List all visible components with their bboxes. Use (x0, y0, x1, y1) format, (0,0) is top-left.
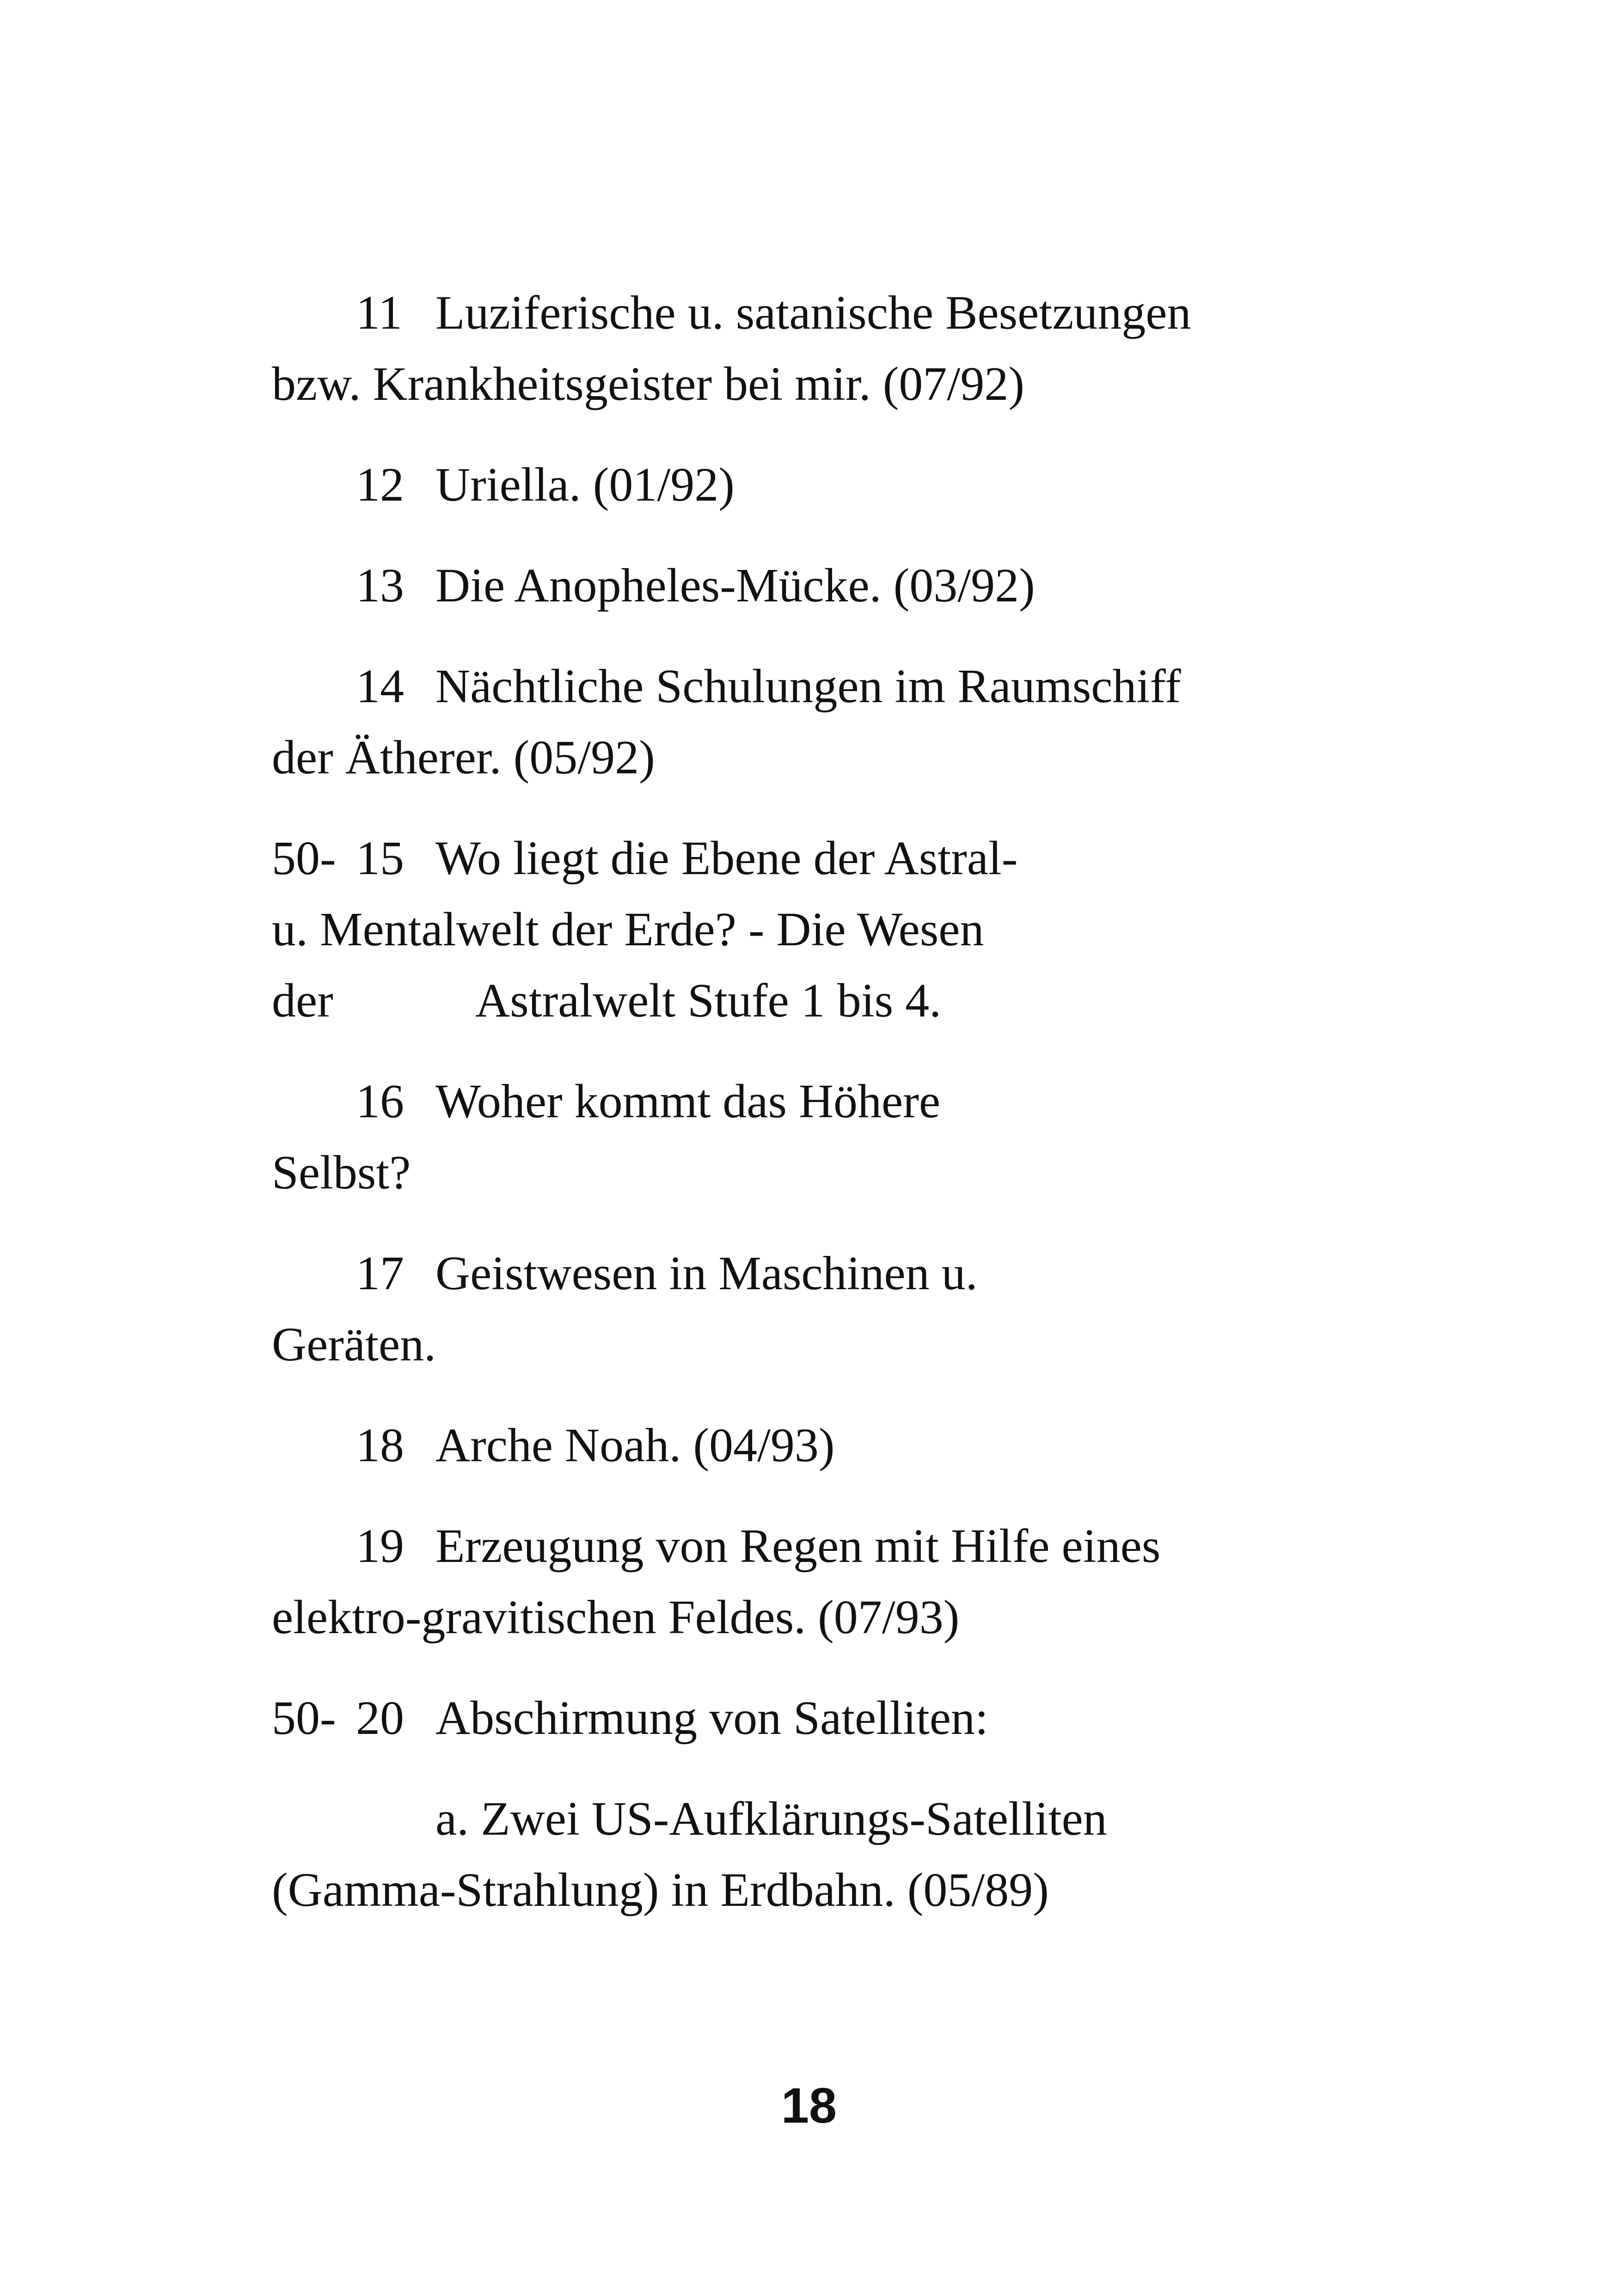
entry-text: der (272, 974, 333, 1027)
entry-text: Die Anopheles-Mücke. (03/92) (435, 559, 1035, 612)
entry-text: elektro-gravitischen Feldes. (07/93) (272, 1591, 960, 1644)
entry-number: 20 (356, 1691, 404, 1745)
entry-text: Woher kommt das Höhere (435, 1075, 940, 1128)
list-item (272, 277, 1344, 420)
entry-number: 17 (356, 1247, 404, 1300)
entry-text: Nächtliche Schulungen im Raumschiff (435, 660, 1181, 713)
list-item (272, 1683, 1344, 1754)
entry-number: 19 (356, 1519, 404, 1573)
entry-text: u. Mentalwelt der Erde? - Die Wesen (272, 903, 984, 956)
entry-number: 11 (356, 286, 403, 339)
list-item (272, 1066, 1344, 1208)
entry-text: Astralwelt Stufe 1 bis 4. (475, 974, 942, 1027)
entry-number: 16 (356, 1075, 404, 1128)
entry-number: 18 (356, 1419, 404, 1472)
list-item (272, 550, 1344, 621)
entry-text: Erzeugung von Regen mit Hilfe eines (435, 1519, 1161, 1573)
entry-text: (Gamma-Strahlung) in Erdbahn. (05/89) (272, 1863, 1049, 1916)
list-item (272, 1783, 1344, 1926)
entry-text: Geistwesen in Maschinen u. (435, 1247, 978, 1300)
entry-text: Geräten. (272, 1318, 436, 1371)
entry-list (272, 277, 1344, 1955)
list-item (272, 449, 1344, 520)
entry-text: Abschirmung von Satelliten: (435, 1691, 988, 1745)
list-item (272, 1238, 1344, 1380)
entry-text: bzw. Krankheitsgeister bei mir. (07/92) (272, 357, 1024, 410)
list-item (272, 1511, 1344, 1653)
entry-text: Luziferische u. satanische Besetzungen (435, 286, 1191, 339)
entry-text: Wo liegt die Ebene der Astral- (435, 832, 1018, 885)
entry-text: Arche Noah. (04/93) (435, 1419, 835, 1472)
entry-number: 13 (356, 559, 404, 612)
list-item (272, 651, 1344, 793)
entry-text: a. Zwei US-Aufklärungs-Satelliten (435, 1792, 1107, 1845)
entry-prefix: 50- (272, 832, 336, 885)
list-item (272, 1410, 1344, 1481)
list-item (272, 823, 1344, 1036)
entry-text: der Ätherer. (05/92) (272, 731, 655, 784)
entry-text: Selbst? (272, 1146, 411, 1199)
entry-number: 15 (356, 832, 404, 885)
entry-prefix: 50- (272, 1691, 336, 1745)
entry-number: 14 (356, 660, 404, 713)
entry-text: Uriella. (01/92) (435, 458, 735, 511)
entry-number: 12 (356, 458, 404, 511)
page-number: 18 (781, 2077, 837, 2133)
